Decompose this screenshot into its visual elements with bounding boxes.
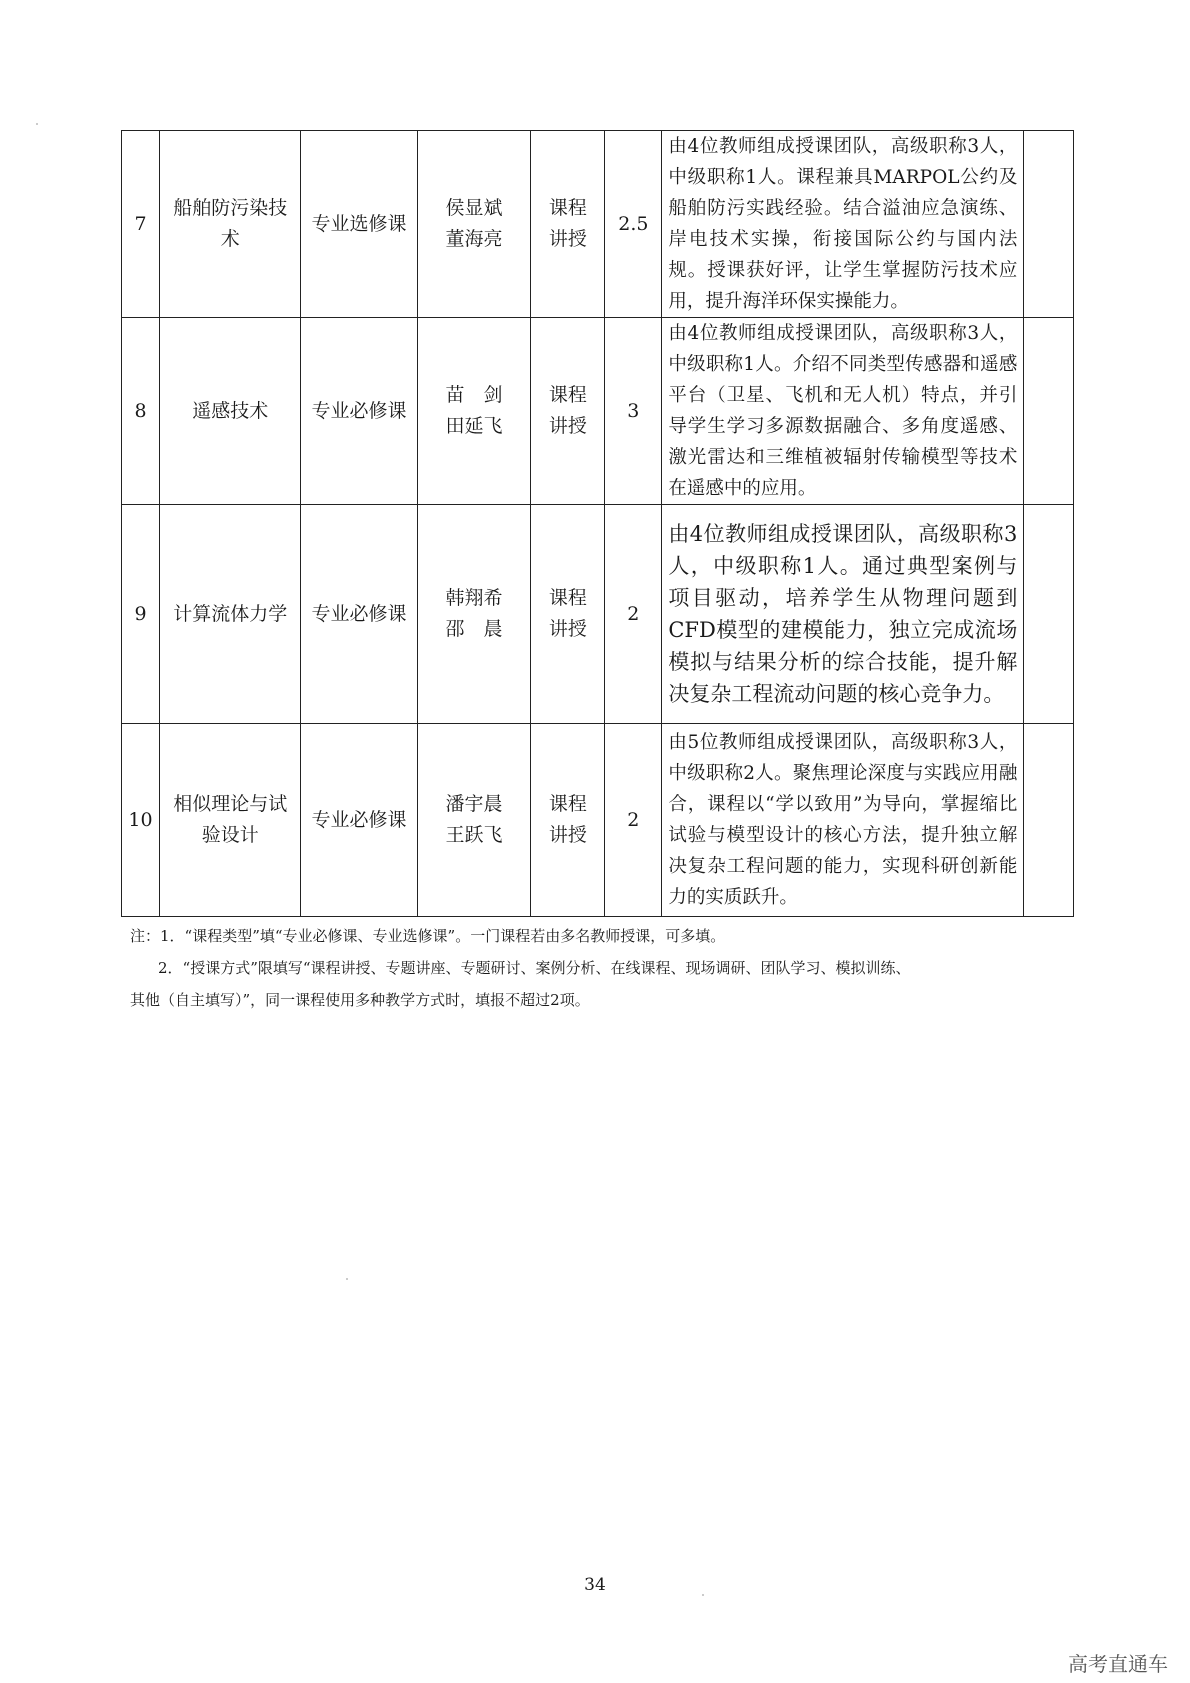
scan-speck [702, 1594, 704, 1596]
teachers-cell [417, 505, 531, 724]
teacher-name: 苗 剑 [445, 384, 503, 406]
credits: 2 [605, 505, 662, 724]
method-cell [531, 724, 605, 917]
method-line: 讲授 [548, 415, 587, 437]
table-row [122, 131, 1074, 318]
course-description: 由5位教师组成授课团队，高级职称3人，中级职称2人。聚焦理论深度与实践应用融合，课程以“学以致用”为导向，掌握缩比试验与模型设计的核心方法，提升独立解决复杂工程问题的能力，实现科研创新能力的实质跃升。 [662, 724, 1024, 917]
course-type: 专业必修课 [301, 505, 417, 724]
course-name: 遥感技术 [159, 318, 300, 505]
method-line: 课程 [548, 793, 587, 815]
course-type: 专业选修课 [301, 131, 417, 318]
method-cell [531, 505, 605, 724]
row-number: 8 [122, 318, 160, 505]
watermark: 高考直通车 [1068, 1652, 1168, 1676]
teacher-name: 董海亮 [445, 228, 503, 250]
course-description: 由4位教师组成授课团队，高级职称3人，中级职称1人。通过典型案例与项目驱动，培养学生从物理问题到CFD模型的建模能力，独立完成流场模拟与结果分析的综合技能，提升解决复杂工程流动问题的核心竞争力。 [662, 505, 1024, 724]
table-row [122, 505, 1074, 724]
scan-speck [36, 123, 38, 125]
method-cell [531, 131, 605, 318]
note-line: 其他（自主填写）”，同一课程使用多种教学方式时，填报不超过2项。 [130, 991, 590, 1009]
scan-speck [346, 1278, 348, 1280]
course-type: 专业必修课 [301, 318, 417, 505]
blank-cell [1024, 505, 1074, 724]
blank-cell [1024, 318, 1074, 505]
teacher-name: 侯显斌 [445, 197, 503, 219]
note-line: 2．“授课方式”限填写“课程讲授、专题讲座、专题研讨、案例分析、在线课程、现场调研、团队学习、模拟训练、 [158, 959, 911, 977]
course-type: 专业必修课 [301, 724, 417, 917]
method-line: 课程 [548, 197, 587, 219]
teacher-name: 潘宇晨 [445, 793, 503, 815]
method-line: 讲授 [548, 618, 587, 640]
note-line: 注：1．“课程类型”填“专业必修课、专业选修课”。一门课程若由多名教师授课，可多填。 [130, 927, 726, 945]
course-name: 计算流体力学 [159, 505, 300, 724]
method-cell [531, 318, 605, 505]
table-row [122, 318, 1074, 505]
blank-cell [1024, 724, 1074, 917]
credits: 2.5 [605, 131, 662, 318]
course-description: 由4位教师组成授课团队，高级职称3人，中级职称1人。课程兼具MARPOL公约及船舶防污实践经验。结合溢油应急演练、岸电技术实操，衔接国际公约与国内法规。授课获好评，让学生掌握防污技术应用，提升海洋环保实操能力。 [662, 131, 1024, 318]
teacher-name: 田延飞 [445, 415, 503, 437]
table-notes [130, 920, 1080, 1016]
table-row [122, 724, 1074, 917]
credits: 3 [605, 318, 662, 505]
course-description: 由4位教师组成授课团队，高级职称3人，中级职称1人。介绍不同类型传感器和遥感平台（卫星、飞机和无人机）特点，并引导学生学习多源数据融合、多角度遥感、激光雷达和三维植被辐射传输模型等技术在遥感中的应用。 [662, 318, 1024, 505]
method-line: 讲授 [548, 228, 587, 250]
course-name: 船舶防污染技术 [159, 131, 300, 318]
teachers-cell [417, 131, 531, 318]
teacher-name: 王跃飞 [445, 824, 503, 846]
row-number: 9 [122, 505, 160, 724]
course-name: 相似理论与试验设计 [159, 724, 300, 917]
teachers-cell [417, 318, 531, 505]
teacher-name: 邵 晨 [445, 618, 503, 640]
method-line: 讲授 [548, 824, 587, 846]
row-number: 7 [122, 131, 160, 318]
page-number: 34 [584, 1575, 606, 1595]
teacher-name: 韩翔希 [445, 587, 503, 609]
course-table [121, 130, 1074, 917]
teachers-cell [417, 724, 531, 917]
row-number: 10 [122, 724, 160, 917]
method-line: 课程 [548, 384, 587, 406]
blank-cell [1024, 131, 1074, 318]
method-line: 课程 [548, 587, 587, 609]
credits: 2 [605, 724, 662, 917]
